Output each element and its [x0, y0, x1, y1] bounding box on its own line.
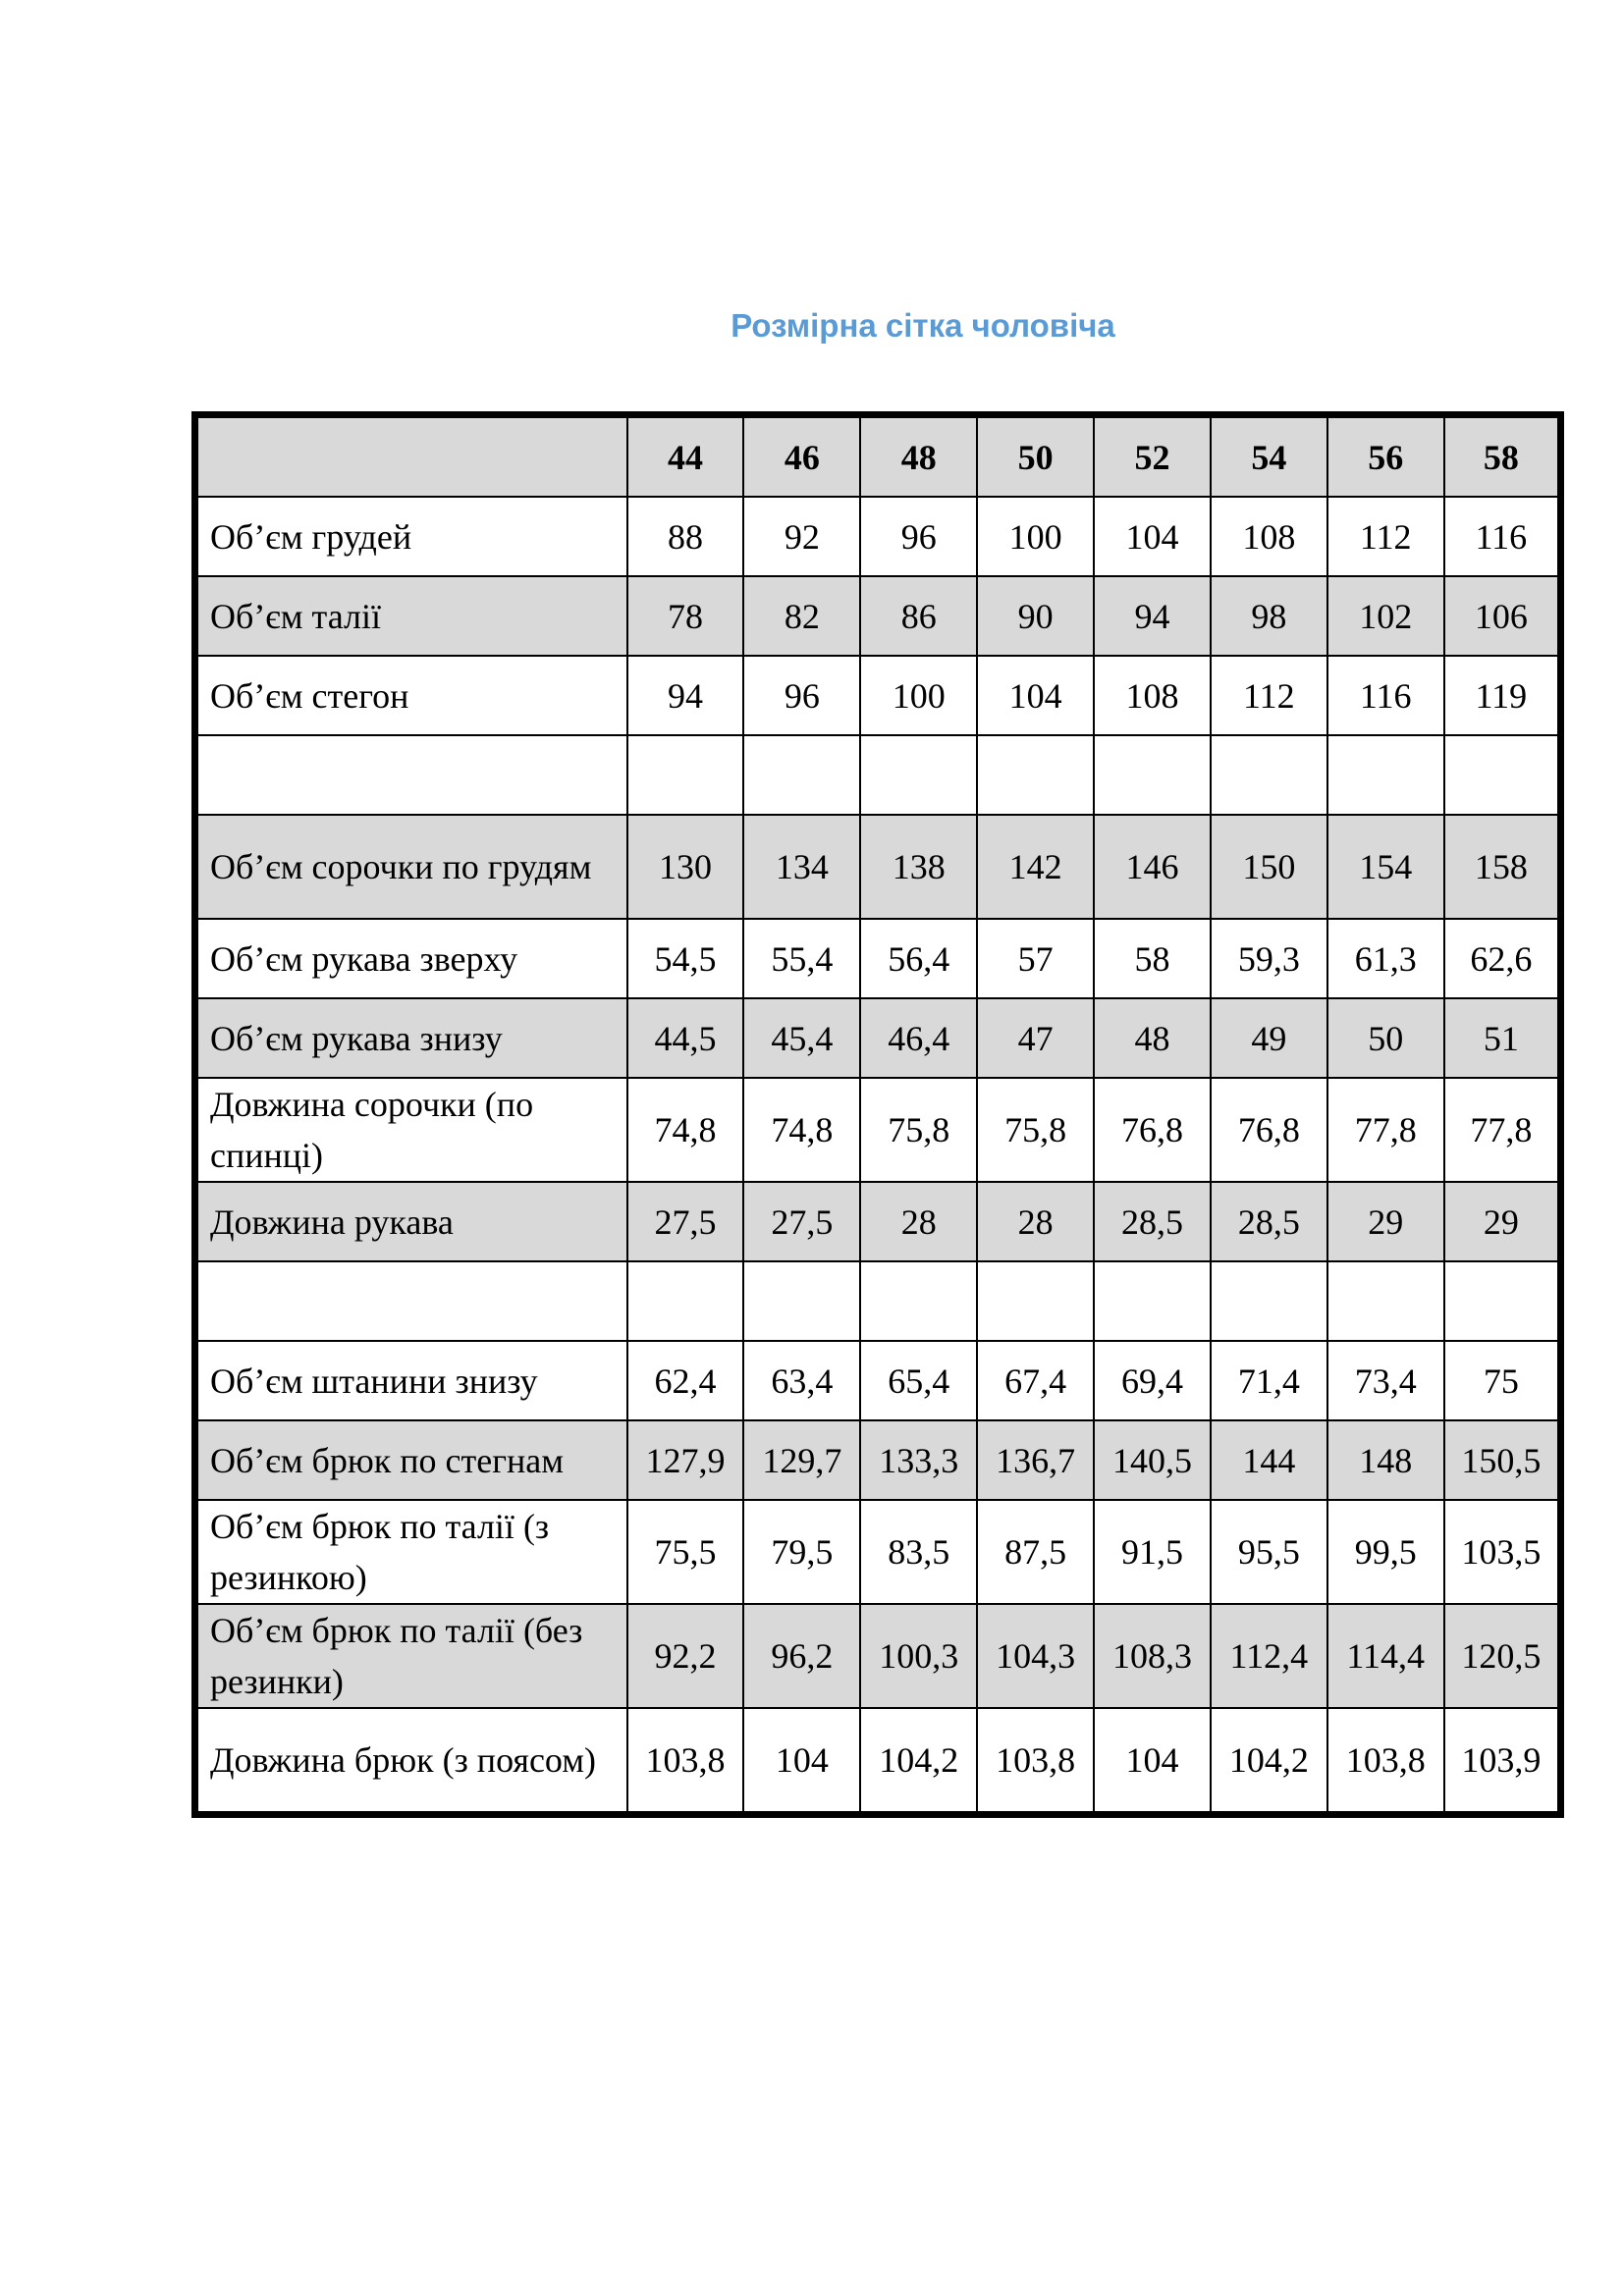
table-row [195, 497, 1561, 576]
table-cell: 82 [743, 576, 860, 656]
table-cell: 133,3 [860, 1420, 977, 1500]
row-label: Довжина рукава [195, 1182, 627, 1261]
table-cell: 108 [1211, 497, 1327, 576]
table-cell [1327, 735, 1444, 815]
table-cell: 112 [1211, 656, 1327, 735]
table-cell: 104,2 [860, 1708, 977, 1815]
table-cell: 104 [977, 656, 1094, 735]
row-label [195, 1261, 627, 1341]
row-label: Об’єм талії [195, 576, 627, 656]
corner-cell [195, 415, 627, 498]
table-cell: 103,8 [977, 1708, 1094, 1815]
table-cell: 75,5 [627, 1500, 744, 1604]
size-header-cell: 50 [977, 415, 1094, 498]
table-cell: 94 [627, 656, 744, 735]
table-cell [1211, 1261, 1327, 1341]
size-header-cell: 52 [1094, 415, 1211, 498]
table-cell: 140,5 [1094, 1420, 1211, 1500]
table-cell: 29 [1444, 1182, 1561, 1261]
row-label: Об’єм рукава знизу [195, 998, 627, 1078]
table-row [195, 919, 1561, 998]
table-cell: 158 [1444, 815, 1561, 919]
table-cell: 62,6 [1444, 919, 1561, 998]
table-cell: 61,3 [1327, 919, 1444, 998]
table-cell: 54,5 [627, 919, 744, 998]
table-cell: 130 [627, 815, 744, 919]
row-label: Об’єм грудей [195, 497, 627, 576]
table-cell: 108 [1094, 656, 1211, 735]
table-cell [1444, 735, 1561, 815]
table-cell: 59,3 [1211, 919, 1327, 998]
table-cell: 112 [1327, 497, 1444, 576]
table-cell: 129,7 [743, 1420, 860, 1500]
table-cell: 100 [860, 656, 977, 735]
table-cell: 136,7 [977, 1420, 1094, 1500]
row-label: Об’єм брюк по стегнам [195, 1420, 627, 1500]
table-cell: 74,8 [743, 1078, 860, 1182]
table-cell: 119 [1444, 656, 1561, 735]
table-cell: 134 [743, 815, 860, 919]
table-cell: 28,5 [1094, 1182, 1211, 1261]
table-cell: 27,5 [743, 1182, 860, 1261]
table-cell: 51 [1444, 998, 1561, 1078]
size-chart-table [191, 411, 1564, 1818]
table-cell [743, 1261, 860, 1341]
table-cell: 47 [977, 998, 1094, 1078]
table-cell: 65,4 [860, 1341, 977, 1420]
table-cell: 79,5 [743, 1500, 860, 1604]
table-cell: 44,5 [627, 998, 744, 1078]
table-cell: 127,9 [627, 1420, 744, 1500]
table-cell: 94 [1094, 576, 1211, 656]
table-cell: 103,8 [1327, 1708, 1444, 1815]
table-cell: 71,4 [1211, 1341, 1327, 1420]
table-cell: 146 [1094, 815, 1211, 919]
row-label: Об’єм стегон [195, 656, 627, 735]
table-cell: 75,8 [977, 1078, 1094, 1182]
table-cell: 29 [1327, 1182, 1444, 1261]
table-cell: 106 [1444, 576, 1561, 656]
table-row [195, 815, 1561, 919]
table-row [195, 1341, 1561, 1420]
table-row [195, 656, 1561, 735]
table-cell: 108,3 [1094, 1604, 1211, 1708]
size-header-cell: 58 [1444, 415, 1561, 498]
table-row [195, 998, 1561, 1078]
table-row [195, 1708, 1561, 1815]
table-cell: 90 [977, 576, 1094, 656]
table-cell: 116 [1444, 497, 1561, 576]
table-cell: 75,8 [860, 1078, 977, 1182]
size-header-cell: 54 [1211, 415, 1327, 498]
table-cell: 95,5 [1211, 1500, 1327, 1604]
table-cell: 88 [627, 497, 744, 576]
table-cell: 76,8 [1094, 1078, 1211, 1182]
table-cell: 56,4 [860, 919, 977, 998]
row-label: Об’єм штанини знизу [195, 1341, 627, 1420]
table-cell [977, 1261, 1094, 1341]
table-cell: 76,8 [1211, 1078, 1327, 1182]
table-cell [1327, 1261, 1444, 1341]
table-cell: 57 [977, 919, 1094, 998]
row-label: Об’єм сорочки по грудям [195, 815, 627, 919]
table-cell: 103,8 [627, 1708, 744, 1815]
page-title: Розмірна сітка чоловіча [731, 307, 1115, 344]
row-label: Довжина брюк (з поясом) [195, 1708, 627, 1815]
table-cell: 116 [1327, 656, 1444, 735]
table-cell: 77,8 [1327, 1078, 1444, 1182]
table-cell: 104 [1094, 1708, 1211, 1815]
table-cell: 103,5 [1444, 1500, 1561, 1604]
table-cell: 86 [860, 576, 977, 656]
table-row [195, 576, 1561, 656]
table-cell: 104 [1094, 497, 1211, 576]
table-cell: 154 [1327, 815, 1444, 919]
size-header-cell: 56 [1327, 415, 1444, 498]
table-row [195, 1182, 1561, 1261]
table-cell [977, 735, 1094, 815]
table-cell: 62,4 [627, 1341, 744, 1420]
table-cell: 27,5 [627, 1182, 744, 1261]
table-cell [860, 735, 977, 815]
table-cell: 148 [1327, 1420, 1444, 1500]
table-cell: 87,5 [977, 1500, 1094, 1604]
table-cell: 48 [1094, 998, 1211, 1078]
row-label: Довжина сорочки (по спинці) [195, 1078, 627, 1182]
table-cell [743, 735, 860, 815]
table-row [195, 1261, 1561, 1341]
table-cell: 75 [1444, 1341, 1561, 1420]
table-cell [1444, 1261, 1561, 1341]
table-cell: 112,4 [1211, 1604, 1327, 1708]
table-row [195, 735, 1561, 815]
table-cell: 28 [860, 1182, 977, 1261]
table-cell: 102 [1327, 576, 1444, 656]
table-cell: 91,5 [1094, 1500, 1211, 1604]
table-row [195, 1078, 1561, 1182]
table-cell: 69,4 [1094, 1341, 1211, 1420]
table-cell: 103,9 [1444, 1708, 1561, 1815]
table-cell: 92 [743, 497, 860, 576]
table-cell: 45,4 [743, 998, 860, 1078]
table-cell: 63,4 [743, 1341, 860, 1420]
table-cell: 46,4 [860, 998, 977, 1078]
row-label: Об’єм брюк по талії (без резинки) [195, 1604, 627, 1708]
table-cell: 67,4 [977, 1341, 1094, 1420]
table-cell: 138 [860, 815, 977, 919]
table-cell: 55,4 [743, 919, 860, 998]
table-row [195, 1420, 1561, 1500]
table-cell: 100,3 [860, 1604, 977, 1708]
table-cell: 104 [743, 1708, 860, 1815]
table-row [195, 1604, 1561, 1708]
row-label [195, 735, 627, 815]
table-cell: 73,4 [1327, 1341, 1444, 1420]
table-row [195, 1500, 1561, 1604]
table-cell: 78 [627, 576, 744, 656]
table-cell: 96,2 [743, 1604, 860, 1708]
table-cell: 96 [743, 656, 860, 735]
table-cell: 92,2 [627, 1604, 744, 1708]
table-cell: 99,5 [1327, 1500, 1444, 1604]
table-cell [860, 1261, 977, 1341]
table-cell: 96 [860, 497, 977, 576]
table-cell [627, 735, 744, 815]
size-header-cell: 44 [627, 415, 744, 498]
table-cell: 120,5 [1444, 1604, 1561, 1708]
header-row [195, 415, 1561, 498]
table-cell [1211, 735, 1327, 815]
size-header-cell: 48 [860, 415, 977, 498]
table-cell: 100 [977, 497, 1094, 576]
size-header-cell: 46 [743, 415, 860, 498]
table-cell: 114,4 [1327, 1604, 1444, 1708]
table-cell: 104,2 [1211, 1708, 1327, 1815]
table-cell: 150,5 [1444, 1420, 1561, 1500]
table-cell: 142 [977, 815, 1094, 919]
table-cell [1094, 735, 1211, 815]
table-cell: 28,5 [1211, 1182, 1327, 1261]
table-cell: 98 [1211, 576, 1327, 656]
table-cell: 49 [1211, 998, 1327, 1078]
table-cell: 28 [977, 1182, 1094, 1261]
table-cell: 144 [1211, 1420, 1327, 1500]
table-cell: 77,8 [1444, 1078, 1561, 1182]
row-label: Об’єм брюк по талії (з резинкою) [195, 1500, 627, 1604]
row-label: Об’єм рукава зверху [195, 919, 627, 998]
table-cell: 58 [1094, 919, 1211, 998]
table-cell [1094, 1261, 1211, 1341]
table-cell: 74,8 [627, 1078, 744, 1182]
table-cell [627, 1261, 744, 1341]
table-cell: 50 [1327, 998, 1444, 1078]
table-cell: 104,3 [977, 1604, 1094, 1708]
table-cell: 150 [1211, 815, 1327, 919]
table-cell: 83,5 [860, 1500, 977, 1604]
